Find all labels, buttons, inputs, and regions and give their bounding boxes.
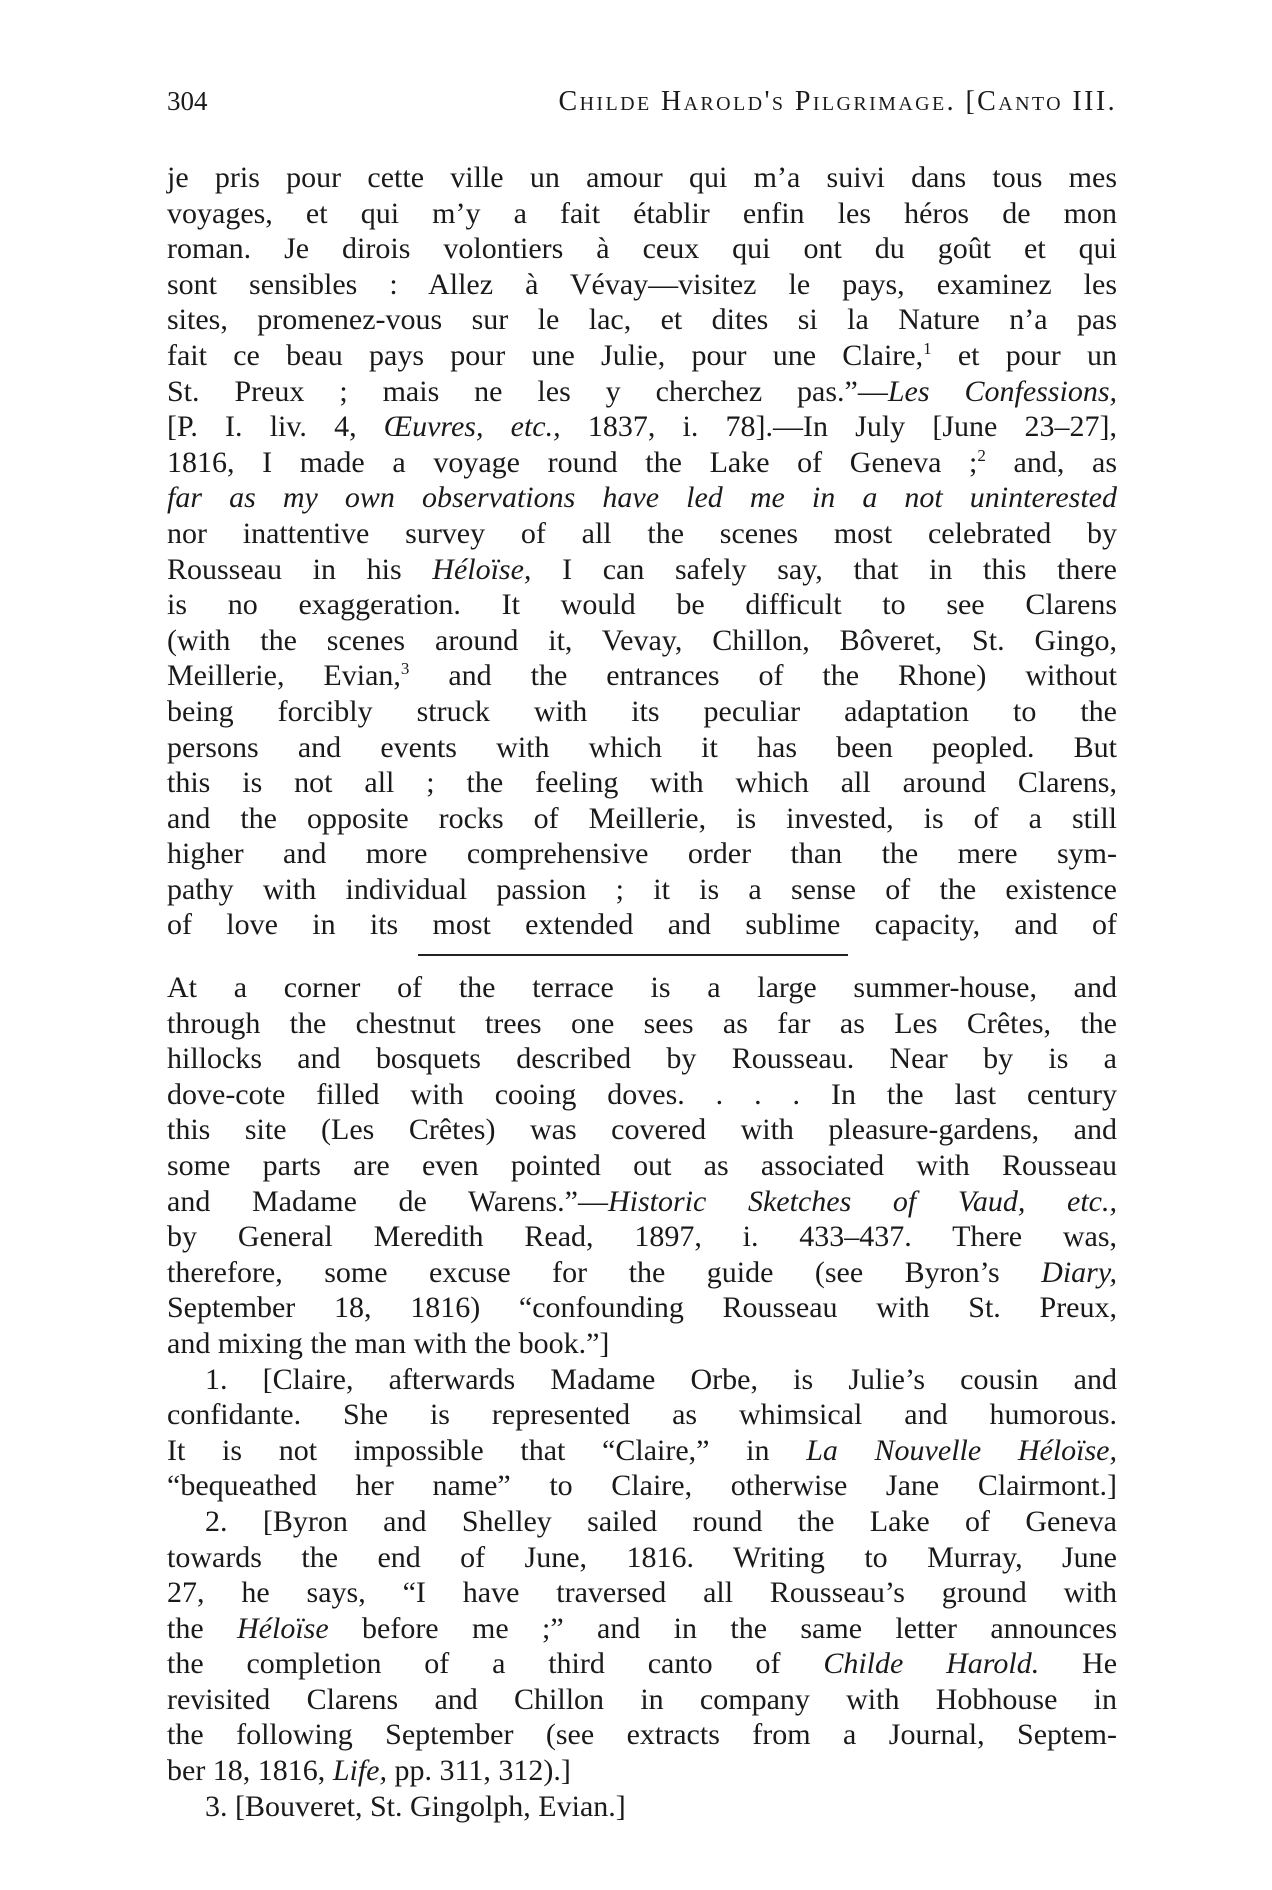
footnote-line — [167, 1575, 1117, 1611]
text-segment: 1. [Claire, afterwards Madame Orbe, is Julie’s cousin and — [205, 1362, 1117, 1396]
running-header — [167, 86, 1117, 126]
footnote-line — [167, 1006, 1117, 1042]
footnote-line — [167, 1326, 1117, 1362]
text-segment: pathy with individual passion ; it is a sense of the existence — [167, 872, 1117, 906]
footnote-line — [167, 1753, 1117, 1789]
text-line — [167, 409, 1117, 445]
text-line — [167, 872, 1117, 908]
footnote-line — [167, 1219, 1117, 1255]
text-segment: I can safely say, that in this there — [531, 552, 1117, 586]
text-line — [167, 623, 1117, 659]
text-segment: this site (Les Crêtes) was covered with pleasure-gardens, and — [167, 1113, 1117, 1147]
text-segment: [P. I. liv. 4, — [167, 410, 384, 444]
footnote-line — [167, 1717, 1117, 1753]
footnote-line — [167, 1611, 1117, 1647]
footnote-line — [167, 1041, 1117, 1077]
footnote-line — [167, 1504, 1117, 1540]
footnote-line — [167, 1468, 1117, 1504]
text-segment: higher and more comprehensive order than the mere sym- — [167, 837, 1117, 871]
text-segment: fait ce beau pays pour une Julie, pour une Claire, — [167, 338, 924, 372]
text-line — [167, 836, 1117, 872]
text-segment: September 18, 1816) “confounding Rousseau with St. Preux, — [167, 1291, 1117, 1325]
footnote-line — [167, 970, 1117, 1006]
footnote-line — [167, 1540, 1117, 1576]
italic-text: Héloïse — [237, 1611, 329, 1645]
text-line — [167, 196, 1117, 232]
footnote-line — [167, 1184, 1117, 1220]
text-line — [167, 160, 1117, 196]
text-line — [167, 658, 1117, 694]
text-segment: 2. [Byron and Shelley sailed round the Lake of Geneva — [205, 1504, 1117, 1538]
text-segment: through the chestnut trees one sees as far as Les Crêtes, the — [167, 1006, 1117, 1040]
text-segment: revisited Clarens and Chillon in company with Hobhouse in — [167, 1682, 1117, 1716]
text-segment: is no exaggeration. It would be difficult to see Clarens — [167, 588, 1117, 622]
footnote-line — [167, 1290, 1117, 1326]
footnote-line — [167, 1433, 1117, 1469]
text-line — [167, 801, 1117, 837]
text-segment: voyages, et qui m’y a fait établir enfin les héros de mon — [167, 196, 1117, 230]
footnote-line — [167, 1077, 1117, 1113]
italic-text: Œuvres, etc., — [383, 410, 561, 444]
canto-label: [Canto III. — [965, 86, 1117, 117]
footnotes — [167, 970, 1117, 1824]
text-segment: He — [1039, 1647, 1118, 1681]
text-segment: Meillerie, Evian, — [167, 659, 401, 693]
text-segment: et pour un — [931, 338, 1117, 372]
text-segment: je pris pour cette ville un amour qui m’a suivi dans tous mes — [167, 161, 1117, 194]
footnote-line — [167, 1682, 1117, 1718]
text-segment: roman. Je dirois volontiers à ceux qui ont du goût et qui — [167, 232, 1117, 266]
italic-text: Historic Sketches of Vaud, etc., — [608, 1184, 1117, 1218]
page-number: 304 — [167, 86, 208, 116]
italic-text: far as my own observations have led me in a not uninterested — [167, 481, 1117, 515]
text-segment: “bequeathed her name” to Claire, otherwise Jane Clairmont.] — [167, 1469, 1117, 1503]
text-segment: 1837, i. 78].—In July [June 23–27], — [560, 410, 1118, 444]
footnote-line — [167, 1789, 1117, 1825]
text-segment: pp. 311, 312).] — [386, 1754, 571, 1788]
text-segment: (with the scenes around it, Vevay, Chillon, Bôveret, St. Gingo, — [167, 623, 1117, 657]
text-line — [167, 516, 1117, 552]
footnote-reference: 3 — [400, 659, 410, 679]
footnote-reference: 1 — [923, 338, 932, 358]
text-segment: some parts are even pointed out as associated with Rousseau — [167, 1148, 1117, 1182]
text-line — [167, 694, 1117, 730]
text-line — [167, 552, 1117, 588]
text-segment: 1816, I made a voyage round the Lake of Geneva ; — [167, 445, 978, 479]
footnote-line — [167, 1255, 1117, 1291]
text-segment: hillocks and bosquets described by Rousseau. Near by is a — [167, 1042, 1117, 1076]
footnote-reference: 2 — [977, 445, 986, 465]
text-line — [167, 231, 1117, 267]
text-segment: the — [167, 1611, 238, 1645]
text-line — [167, 480, 1117, 516]
text-line — [167, 765, 1117, 801]
footnote-line — [167, 1646, 1117, 1682]
text-line — [167, 374, 1117, 410]
text-segment: sites, promenez-vous sur le lac, et dites si la Nature n’a pas — [167, 303, 1117, 337]
text-segment: It is not impossible that “Claire,” in — [167, 1433, 807, 1467]
text-segment: persons and events with which it has been peopled. But — [167, 730, 1117, 764]
text-segment: the following September (see extracts from a Journal, Septem- — [167, 1718, 1117, 1752]
text-segment: 27, he says, “I have traversed all Rousseau’s ground with — [167, 1576, 1117, 1610]
text-segment: and the opposite rocks of Meillerie, is invested, is of a still — [167, 801, 1117, 835]
text-segment: before me ;” and in the same letter announces — [328, 1611, 1117, 1645]
text-segment: the completion of a third canto of — [167, 1647, 824, 1681]
text-line — [167, 302, 1117, 338]
italic-text: Life, — [332, 1754, 387, 1788]
text-line — [167, 338, 1117, 374]
text-line — [167, 730, 1117, 766]
text-segment: towards the end of June, 1816. Writing to Murray, June — [167, 1540, 1117, 1574]
footnote-line — [167, 1112, 1117, 1148]
text-segment: sont sensibles : Allez à Vévay—visitez le pays, examinez les — [167, 267, 1117, 301]
text-segment: of love in its most extended and sublime capacity, and of — [167, 908, 1117, 942]
italic-text: Les Confessions, — [887, 374, 1117, 408]
text-line — [167, 267, 1117, 303]
italic-text: La Nouvelle Héloïse, — [806, 1433, 1117, 1467]
text-segment: and Madame de Warens.”— — [167, 1184, 608, 1218]
running-title — [559, 86, 1117, 118]
footnote-line — [167, 1148, 1117, 1184]
text-segment: Rousseau in his — [167, 552, 433, 586]
text-segment: dove-cote filled with cooing doves. . . . In the last century — [167, 1077, 1117, 1111]
footnote-line — [167, 1362, 1117, 1398]
footnote-separator-rule — [418, 954, 848, 956]
text-segment: nor inattentive survey of all the scenes most celebrated by — [167, 516, 1117, 550]
text-segment: therefore, some excuse for the guide (see Byron’s — [167, 1255, 1042, 1289]
text-line — [167, 445, 1117, 481]
text-segment: and mixing the man with the book.”] — [167, 1326, 610, 1360]
text-segment: and, as — [985, 445, 1118, 479]
main-text — [167, 160, 1117, 943]
text-segment: At a corner of the terrace is a large summer-house, and — [167, 971, 1117, 1004]
text-segment: St. Preux ; mais ne les y cherchez pas.”— — [167, 374, 888, 408]
text-segment: ber 18, 1816, — [167, 1754, 333, 1788]
text-segment: and the entrances of the Rhone) without — [409, 659, 1117, 693]
italic-text: Childe Harold. — [823, 1647, 1040, 1681]
text-segment: 3. [Bouveret, St. Gingolph, Evian.] — [205, 1789, 626, 1823]
book-title: Childe Harold's Pilgrimage. — [558, 86, 957, 117]
italic-text: Héloïse, — [432, 552, 532, 586]
footnote-line — [167, 1397, 1117, 1433]
text-segment: being forcibly struck with its peculiar adaptation to the — [167, 694, 1117, 728]
text-line — [167, 587, 1117, 623]
text-line — [167, 907, 1117, 943]
text-segment: by General Meredith Read, 1897, i. 433–437. There was, — [167, 1220, 1117, 1254]
text-segment: this is not all ; the feeling with which all around Clarens, — [167, 766, 1117, 800]
text-segment: confidante. She is represented as whimsical and humorous. — [167, 1398, 1117, 1432]
italic-text: Diary, — [1041, 1255, 1117, 1289]
